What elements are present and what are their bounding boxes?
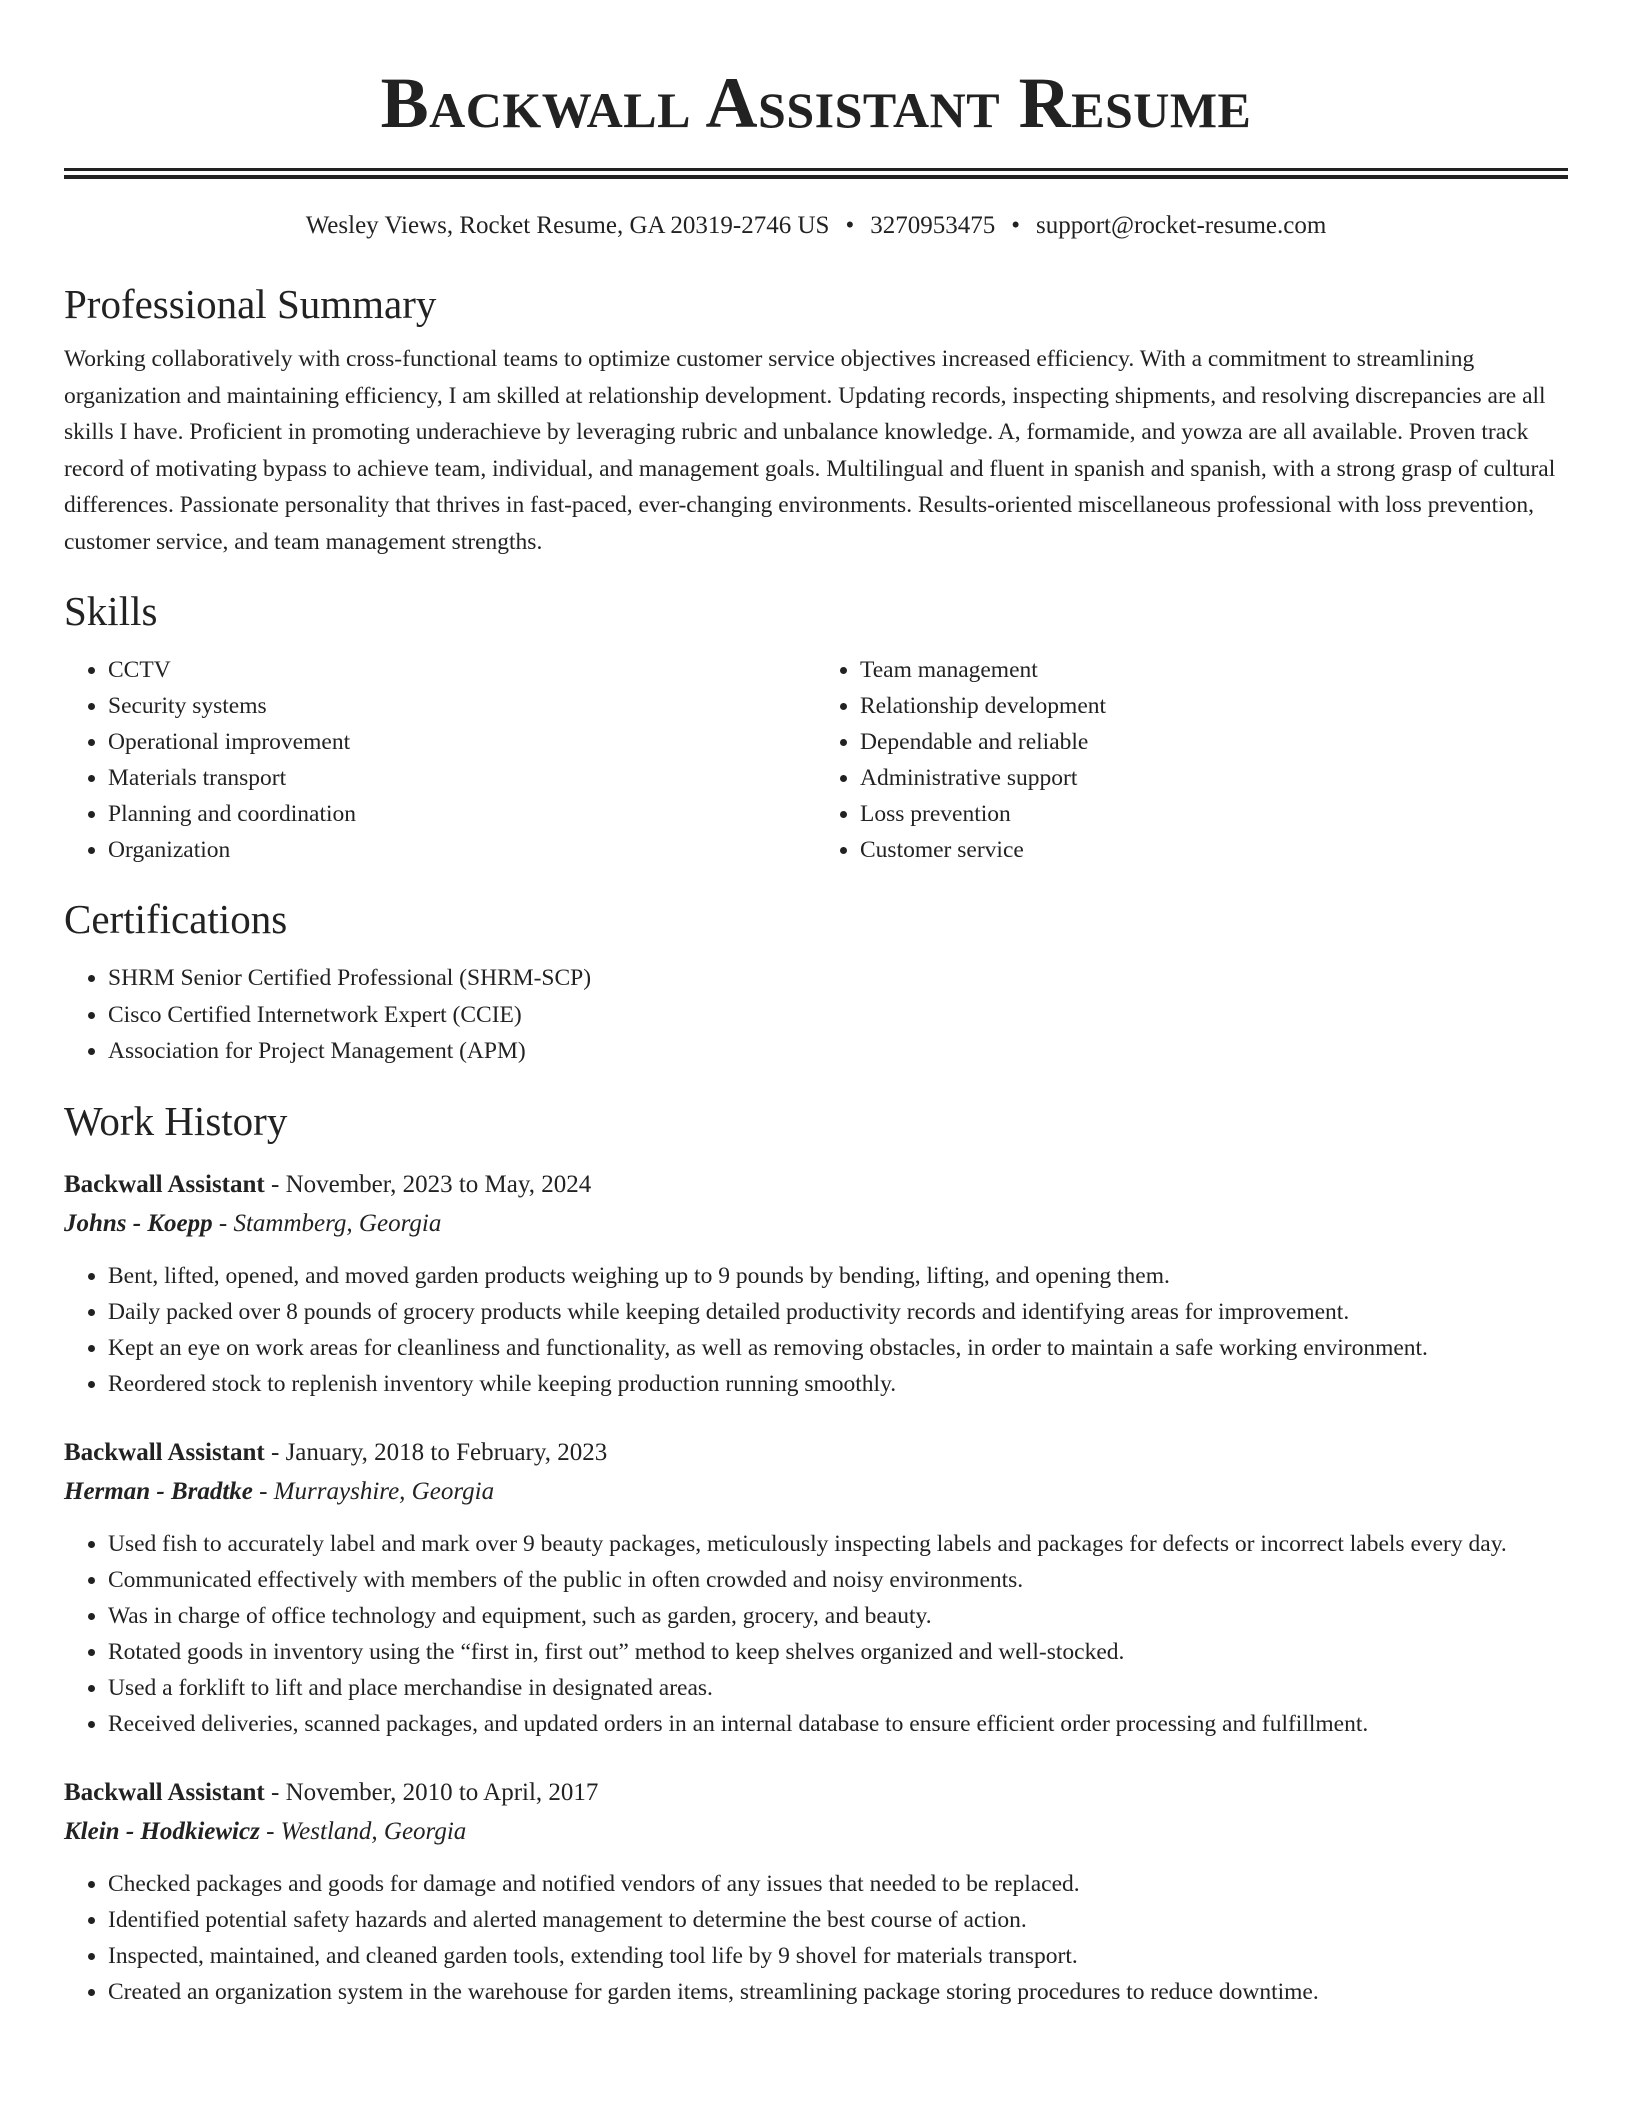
job-bullets <box>64 1526 1568 1742</box>
summary-heading: Professional Summary <box>64 281 437 327</box>
skill-item: • Administrative support <box>860 760 1568 796</box>
job-employer: Herman - Bradtke - Murrayshire, Georgia <box>64 1477 495 1505</box>
skill-item: • Customer service <box>860 832 1568 868</box>
resume-page <box>64 0 1568 2010</box>
job-location: Murrayshire, Georgia <box>273 1477 495 1505</box>
job-dates: November, 2023 to May, 2024 <box>285 1170 592 1198</box>
job-title: Backwall Assistant <box>64 1778 265 1806</box>
skill-item: • Security systems <box>108 688 816 724</box>
contact-separator: • <box>845 212 855 239</box>
skills-list-right <box>816 652 1568 868</box>
job-bullet: • Communicated effectively with members of the public in often crowded and noisy environments. <box>108 1562 1568 1598</box>
title-divider <box>64 168 1568 171</box>
skill-item: • Dependable and reliable <box>860 724 1568 760</box>
job-employer: Johns - Koepp - Stammberg, Georgia <box>64 1209 442 1237</box>
job-dates: January, 2018 to February, 2023 <box>285 1438 608 1466</box>
skill-item: • Operational improvement <box>108 724 816 760</box>
skills-columns <box>64 652 1568 868</box>
job-header: Backwall Assistant - January, 2018 to February, 2023 <box>64 1438 608 1466</box>
job-entry <box>64 1774 1568 2010</box>
contact-line <box>64 209 1568 243</box>
job-title: Backwall Assistant <box>64 1438 265 1466</box>
job-employer: Klein - Hodkiewicz - Westland, Georgia <box>64 1817 467 1845</box>
job-bullet: • Identified potential safety hazards and alerted management to determine the best course of action. <box>108 1902 1568 1938</box>
contact-address: Wesley Views, Rocket Resume, GA 20319-2746 US <box>305 212 830 239</box>
job-bullets <box>64 1258 1568 1402</box>
job-entry <box>64 1166 1568 1402</box>
certification-item: • SHRM Senior Certified Professional (SHRM-SCP) <box>108 960 1568 997</box>
resume-title: Backwall Assistant Resume <box>380 63 1252 143</box>
job-bullet: • Checked packages and goods for damage and notified vendors of any issues that needed to be replaced. <box>108 1866 1568 1902</box>
job-bullet: • Bent, lifted, opened, and moved garden products weighing up to 9 pounds by bending, lifting, and opening them. <box>108 1258 1568 1294</box>
certification-item: • Association for Project Management (APM) <box>108 1033 1568 1070</box>
skill-item: • Team management <box>860 652 1568 688</box>
job-bullet: • Used a forklift to lift and place merchandise in designated areas. <box>108 1670 1568 1706</box>
skills-heading: Skills <box>64 588 158 634</box>
skill-item: • Materials transport <box>108 760 816 796</box>
contact-email: support@rocket-resume.com <box>1036 212 1327 239</box>
job-bullet: • Kept an eye on work areas for cleanliness and functionality, as well as removing obstacles, in order to maintain a safe working environment. <box>108 1330 1568 1366</box>
job-bullet: • Was in charge of office technology and equipment, such as garden, grocery, and beauty. <box>108 1598 1568 1634</box>
job-bullets <box>64 1866 1568 2010</box>
job-location: Westland, Georgia <box>280 1817 467 1845</box>
skill-item: • Organization <box>108 832 816 868</box>
job-location: Stammberg, Georgia <box>233 1209 442 1237</box>
job-title: Backwall Assistant <box>64 1170 265 1198</box>
contact-phone: 3270953475 <box>870 212 996 239</box>
job-bullet: • Reordered stock to replenish inventory while keeping production running smoothly. <box>108 1366 1568 1402</box>
job-bullet: • Created an organization system in the warehouse for garden items, streamlining package storing procedures to reduce downtime. <box>108 1974 1568 2010</box>
job-bullet: • Inspected, maintained, and cleaned garden tools, extending tool life by 9 shovel for materials transport. <box>108 1938 1568 1974</box>
summary-text: Working collaboratively with cross-functional teams to optimize customer service objectives increased efficiency. With a commitment to streamlining organization and maintaining efficiency, I am skilled at relationship development. Updating records, inspecting shipments, and resolving discrepancies are all skills I have. Proficient in promoting underachieve by leveraging rubric and unbalance knowledge. A, formamide, and yowza are all available. Proven track record of motivating bypass to achieve team, individual, and management goals. Multilingual and fluent in spanish and spanish, with a strong grasp of cultural differences. Passionate personality that thrives in fast-paced, ever-changing environments. Results-oriented miscellaneous professional with loss prevention, customer service, and team management strengths. <box>64 346 1556 555</box>
job-company: Johns - Koepp <box>64 1209 213 1237</box>
certifications-heading: Certifications <box>64 896 288 942</box>
job-header: Backwall Assistant - November, 2023 to May, 2024 <box>64 1170 592 1198</box>
job-bullet: • Received deliveries, scanned packages, and updated orders in an internal database to ensure efficient order processing and fulfillment. <box>108 1706 1568 1742</box>
job-header: Backwall Assistant - November, 2010 to April, 2017 <box>64 1778 599 1806</box>
job-bullet: • Daily packed over 8 pounds of grocery products while keeping detailed productivity records and identifying areas for improvement. <box>108 1294 1568 1330</box>
skill-item: • Loss prevention <box>860 796 1568 832</box>
job-company: Klein - Hodkiewicz <box>64 1817 260 1845</box>
certification-item: • Cisco Certified Internetwork Expert (CCIE) <box>108 997 1568 1034</box>
skill-item: • CCTV <box>108 652 816 688</box>
work-history-heading: Work History <box>64 1097 288 1144</box>
job-bullet: • Used fish to accurately label and mark over 9 beauty packages, meticulously inspecting labels and packages for defects or incorrect labels every day. <box>108 1526 1568 1562</box>
job-bullet: • Rotated goods in inventory using the “first in, first out” method to keep shelves organized and well-stocked. <box>108 1634 1568 1670</box>
contact-separator: • <box>1011 212 1020 239</box>
skills-list-left <box>64 652 816 868</box>
skill-item: • Planning and coordination <box>108 796 816 832</box>
certifications-list <box>64 960 1568 1070</box>
job-company: Herman - Bradtke <box>64 1477 253 1505</box>
skill-item: • Relationship development <box>860 688 1568 724</box>
job-dates: November, 2010 to April, 2017 <box>285 1778 599 1806</box>
job-entry <box>64 1434 1568 1742</box>
